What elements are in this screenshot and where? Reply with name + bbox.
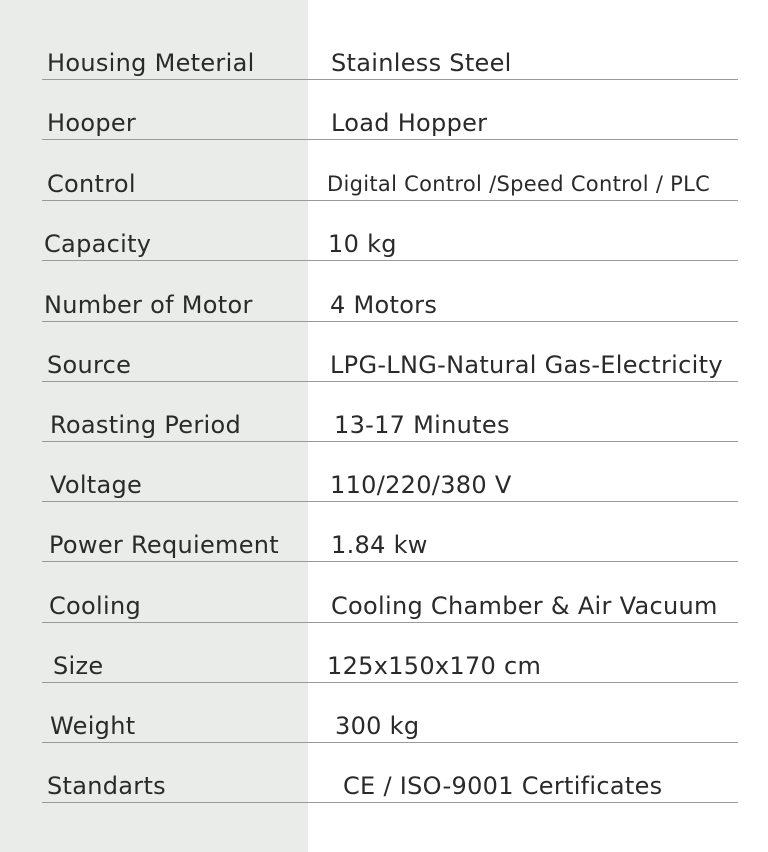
spec-row-power [0,502,768,562]
spec-value: 110/220/380 V [330,471,512,499]
spec-label: Roasting Period [50,411,241,439]
spec-row-hopper [0,80,768,140]
spec-value: Digital Control /Speed Control / PLC [327,172,711,196]
spec-value: LPG-LNG-Natural Gas-Electricity [330,351,723,379]
spec-label: Control [47,170,136,198]
spec-label: Weight [50,712,136,740]
spec-label: Capacity [44,230,152,258]
spec-row-source [0,322,768,382]
row-divider [42,802,738,803]
spec-row-capacity [0,201,768,261]
spec-row-cooling [0,563,768,623]
spec-row-weight [0,683,768,743]
spec-row-voltage [0,442,768,502]
spec-label: Size [53,652,104,680]
spec-row-housing-material [0,20,768,80]
row-divider [42,260,738,261]
spec-label: Cooling [49,592,142,620]
spec-row-roasting-period [0,382,768,442]
spec-row-motors [0,262,768,322]
spec-row-control [0,141,768,201]
spec-row-standards [0,743,768,803]
spec-value: 1.84 kw [331,531,428,559]
spec-value: 4 Motors [330,291,438,319]
spec-row-size [0,623,768,683]
spec-label: Housing Meterial [47,49,255,77]
spec-value: 300 kg [335,712,420,740]
spec-label: Hooper [47,109,137,137]
spec-value: Cooling Chamber & Air Vacuum [331,592,718,620]
spec-value: 125x150x170 cm [327,652,542,680]
row-divider [42,561,738,562]
spec-label: Number of Motor [44,291,253,319]
spec-value: Stainless Steel [331,49,512,77]
row-divider [42,139,738,140]
spec-value: 13-17 Minutes [334,411,510,439]
spec-label: Voltage [50,471,143,499]
spec-value: 10 kg [328,230,397,258]
spec-value: CE / ISO-9001 Certificates [343,772,663,800]
spec-label: Power Requiement [49,531,279,559]
spec-label: Standarts [47,772,166,800]
spec-label: Source [47,351,132,379]
spec-value: Load Hopper [331,109,488,137]
